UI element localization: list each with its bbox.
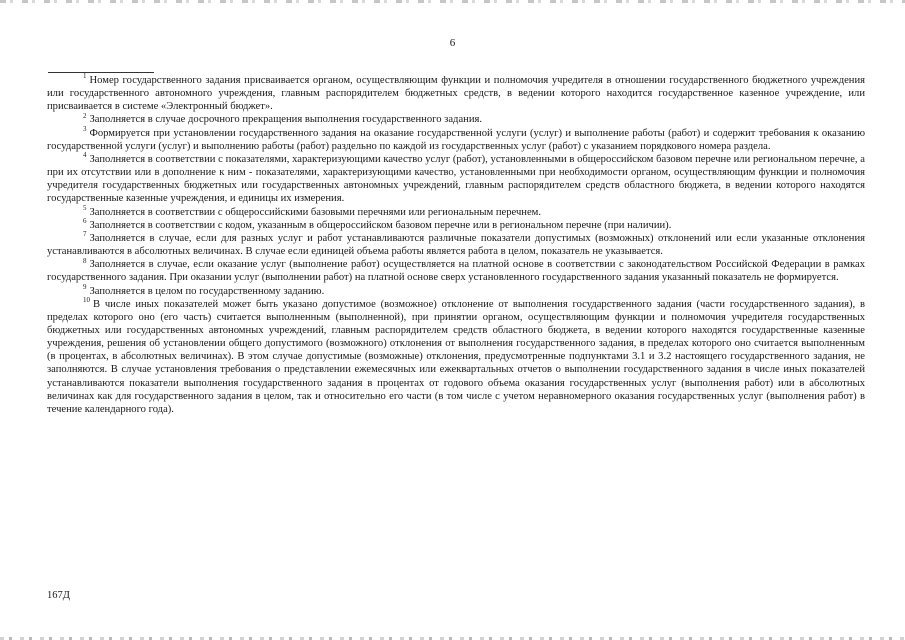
footnote-marker: 4: [83, 151, 87, 160]
footnote-text: Заполняется в случае досрочного прекращения выполнения государственного задания.: [89, 114, 483, 126]
footnote-10: [47, 298, 865, 416]
footnote-text: Заполняется в случае, если для разных услуг и работ устанавливаются различные показатели допустимых (возможных) отклонений или если указанные отклонения устанавливаются в абсолютных величинах. В случае если единицей объема работы является работа в целом, показатель не указывается.: [47, 232, 865, 258]
footnote-marker: 3: [83, 125, 87, 134]
footnote-text: Заполняется в соответствии с кодом, указанным в общероссийском базовом перечне или в региональном перечне (при наличии).: [89, 219, 672, 231]
footnotes-block: [47, 74, 865, 416]
footnote-text: Заполняется в соответствии с общероссийскими базовыми перечнями или региональным перечнем.: [89, 206, 542, 218]
footnote-text: Заполняется в соответствии с показателями, характеризующими качество услуг (работ), установленными в общероссийском базовом перечне или региональном перечне, а при их отсутствии или в дополнение к ним - показателями, характеризующими качество, установленными при необходимости органом, осуществляющим функции и полномочия учредителя государственных бюджетных или государственных автономных учреждений, главным распорядителем средств областного бюджета, в ведении которого находятся государственные казенные учреждения, и единицы их измерения.: [47, 153, 865, 205]
footnote-1: [47, 74, 865, 113]
footnote-text: Формируется при установлении государственного задания на оказание государственной услуги (услуг) и выполнение работы (работ) и содержит требования к оказанию государственной услуги (услуг) и выполнению работы (работ) раздельно по каждой из государственных услуг (работ) с указанием порядкового номера раздела.: [47, 127, 865, 152]
footnote-text: Номер государственного задания присваивается органом, осуществляющим функции и полномочия учредителя в отношении государственного бюджетного учреждения или государственного автономного учреждения, главным распорядителем бюджетных средств, в ведении которого находится государственное казенное учреждение, или присваивается в системе «Электронный бюджет».: [47, 75, 865, 113]
footnote-5: [47, 206, 865, 219]
footnote-6: [47, 219, 865, 232]
document-code: 167Д: [47, 590, 70, 601]
footnote-8: [47, 258, 865, 284]
footnote-marker: 1: [83, 72, 87, 81]
footnote-marker: 10: [83, 296, 90, 305]
footnote-marker: 7: [83, 230, 87, 239]
footnote-9: [47, 282, 865, 298]
footnote-separator: [48, 72, 154, 73]
footnote-text: Заполняется в случае, если оказание услуг (выполнение работ) осуществляется на платной основе в соответствии с законодательством Российской Федерации в рамках государственного задания. При оказании услуг (выполнении работ) на платной основе сверх установленного государственного задания указанный показатель не формируется.: [47, 259, 865, 284]
scan-edge-top: [0, 0, 905, 3]
footnote-text: В числе иных показателей может быть указано допустимое (возможное) отклонение от выполнения государственного задания (части государственного задания), в пределах которого оно (его часть) считается выполненным (выполненной), при принятии органом, осуществляющим функции и полномочия учредителя государственных бюджетных или государственных автономных учреждений, главным распорядителем средств областного бюджета, в ведении которого находятся государственные казенные учреждения, решения об установлении общего допустимого (возможного) отклонения от выполнения государственного задания, в пределах которого оно считается выполненным (в процентах, в абсолютных величинах). В этом случае допустимые (возможные) отклонения, предусмотренные подпунктами 3.1 и 3.2 настоящего государственного задания, не заполняются. В случае установления требования о представлении ежемесячных или ежеквартальных отчетов о выполнении государственного задания в числе иных показателей устанавливаются показатели выполнения государственного задания в процентах от годового объема оказания государственных услуг (выполнения работ) или в абсолютных величинах как для государственного задания в целом, так и относительно его части (в том числе с учетом неравномерного оказания государственных услуг (выполнения работ) в течение календарного года).: [47, 298, 865, 415]
footnote-text: Заполняется в целом по государственному заданию.: [89, 285, 325, 297]
footnote-marker: 6: [83, 217, 87, 226]
footnote-4: [47, 153, 865, 206]
footnote-2: [47, 113, 865, 126]
footnote-marker: 5: [83, 204, 87, 213]
footnote-marker: 9: [83, 282, 87, 291]
footnote-marker: 2: [83, 111, 87, 120]
footnote-7: [47, 232, 865, 258]
page-number: 6: [449, 37, 456, 49]
footnote-marker: 8: [83, 256, 87, 265]
footnote-3: [47, 127, 865, 153]
